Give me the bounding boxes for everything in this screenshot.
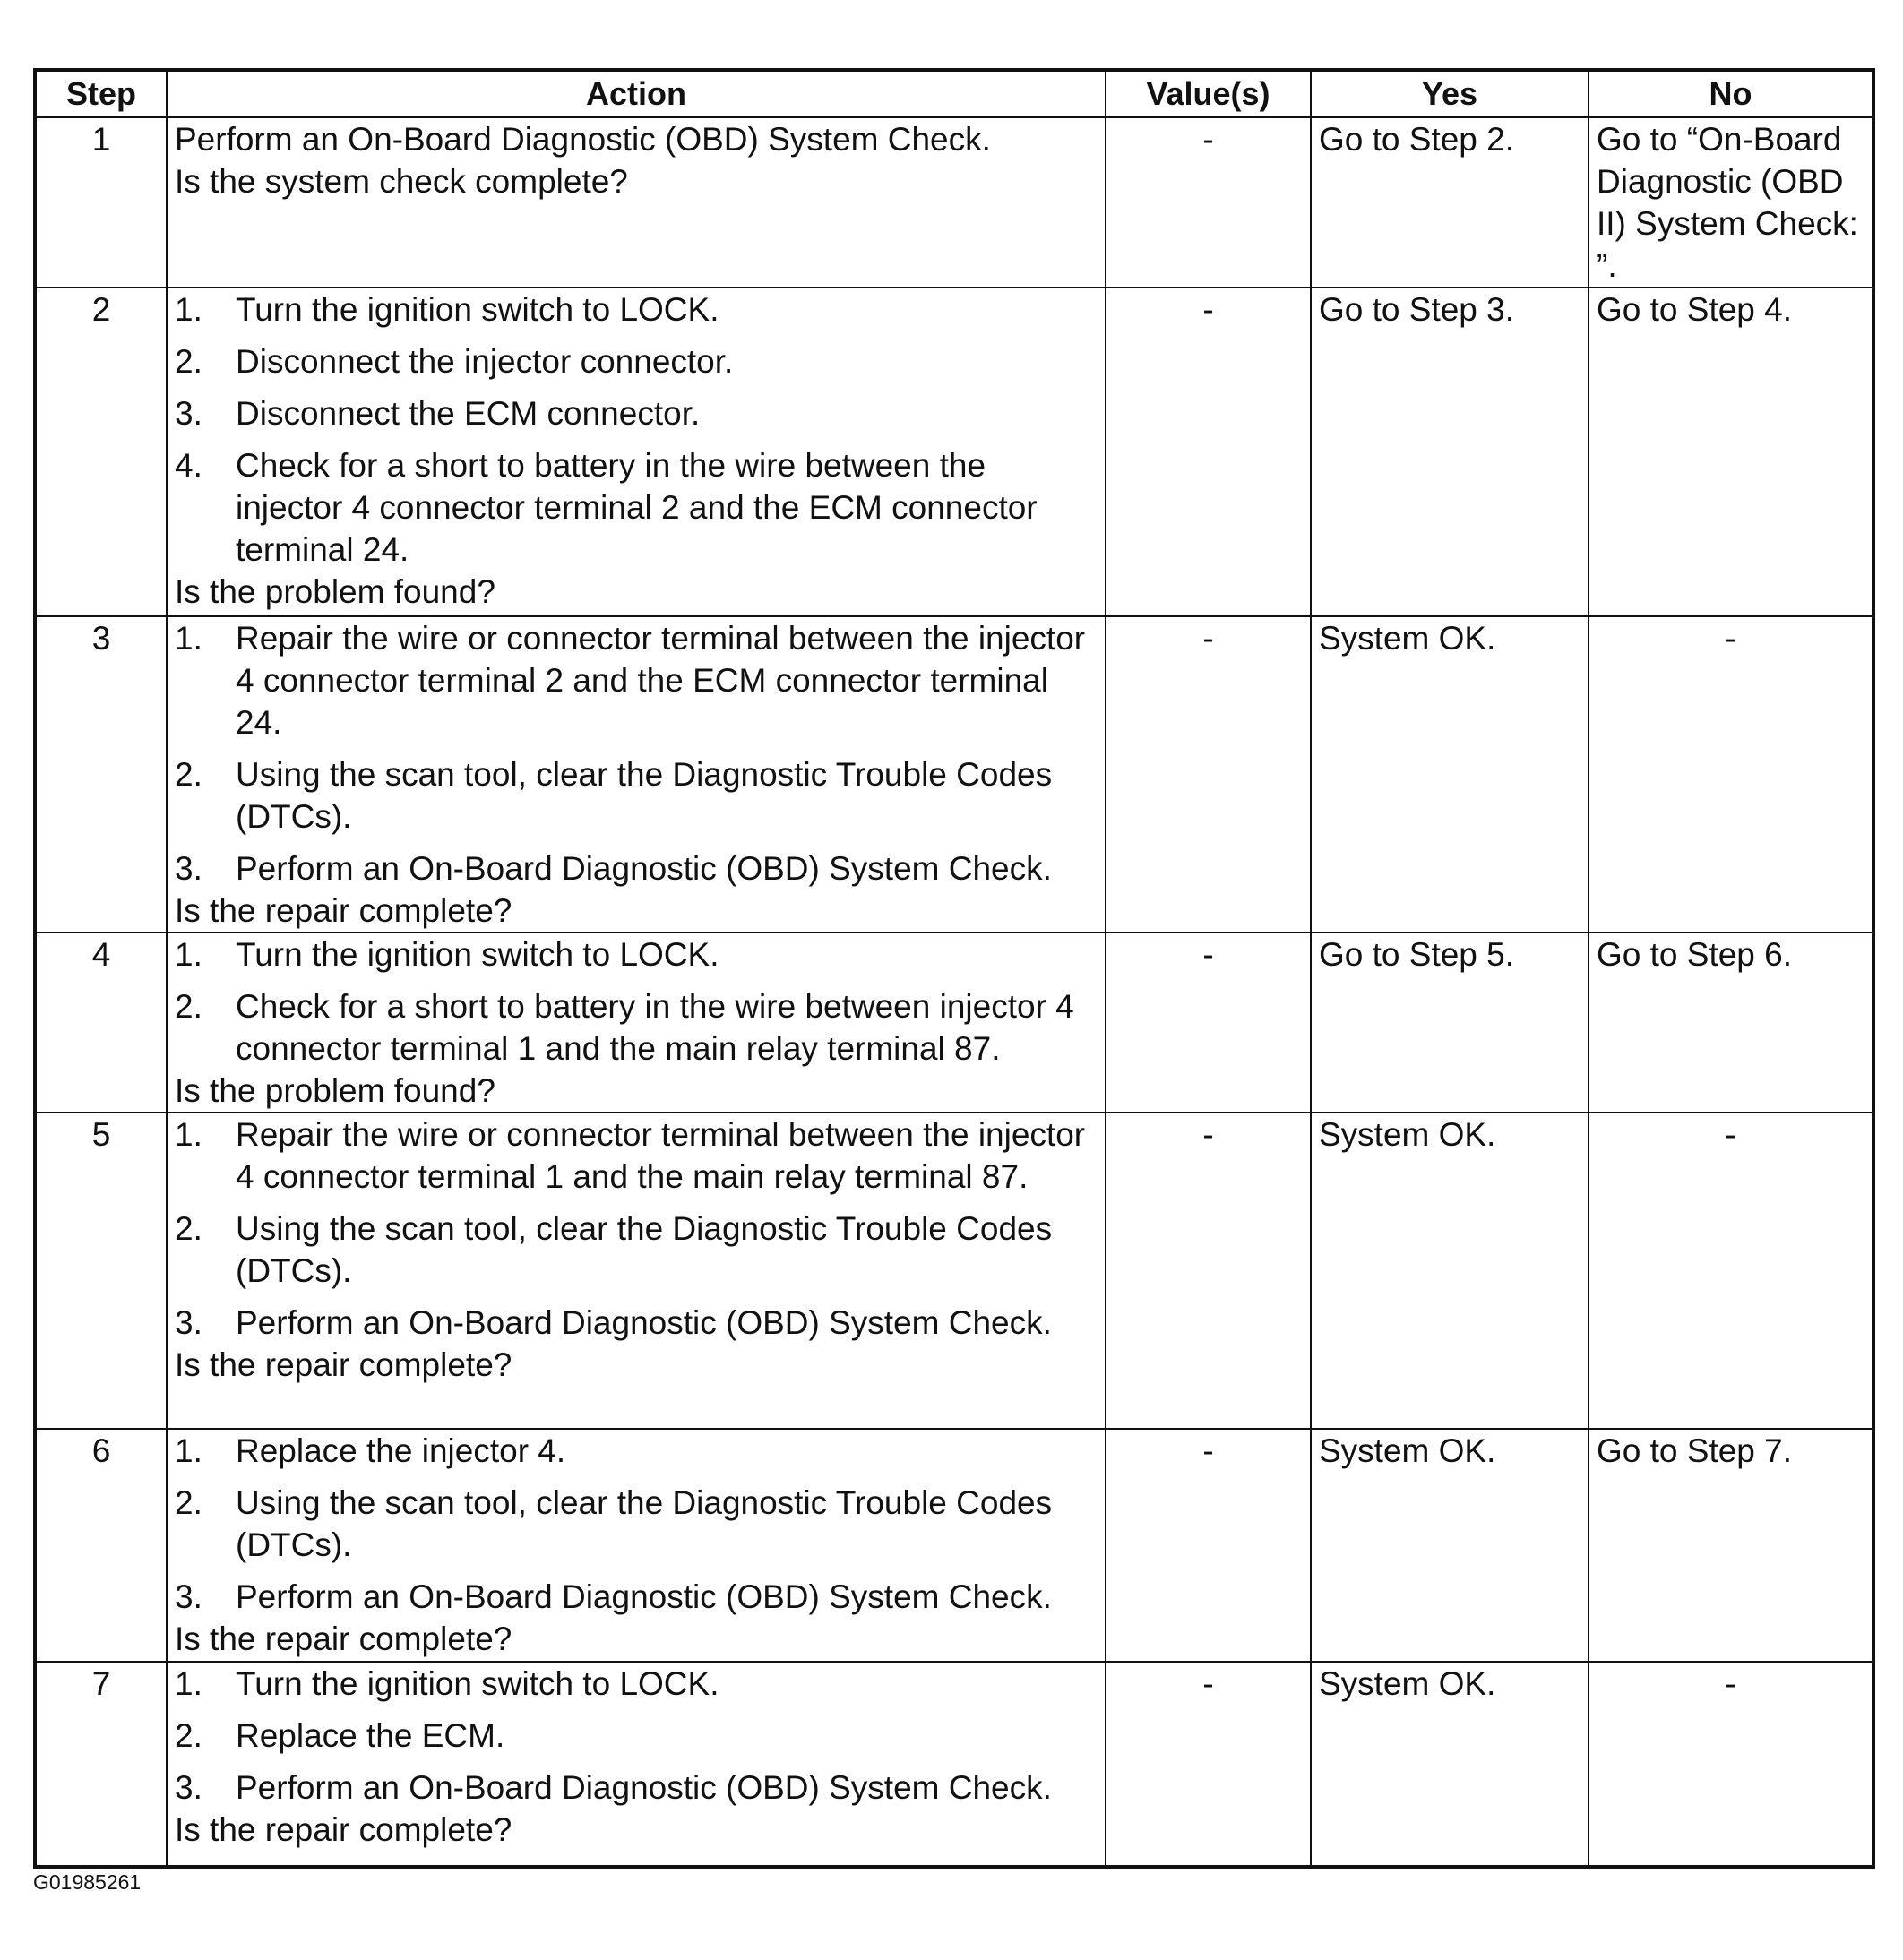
step-number: 4 — [35, 933, 167, 1113]
action-item-text: Perform an On-Board Diagnostic (OBD) System Check. — [236, 850, 1052, 887]
action-list-item — [175, 1715, 1098, 1757]
action-list-item — [175, 847, 1098, 890]
action-item-text: Replace the injector 4. — [236, 1432, 566, 1469]
action-item-number: 1. — [175, 1665, 202, 1702]
action-item-number: 1. — [175, 620, 202, 657]
action-item-text: Perform an On-Board Diagnostic (OBD) System Check. — [236, 1769, 1052, 1806]
yes-cell: Go to Step 5. — [1311, 933, 1589, 1113]
action-item-number: 1. — [175, 936, 202, 973]
step-number: 1 — [35, 117, 167, 288]
action-list-item — [175, 1430, 1098, 1472]
action-item-text: Using the scan tool, clear the Diagnostic Trouble Codes (DTCs). — [236, 756, 1053, 835]
action-list-item — [175, 288, 1098, 331]
action-item-text: Disconnect the injector connector. — [236, 343, 734, 380]
table-row — [35, 933, 1873, 1113]
table-row — [35, 117, 1873, 288]
action-list-item — [175, 1663, 1098, 1705]
action-item-number: 2. — [175, 1484, 202, 1521]
no-cell: Go to Step 6. — [1589, 933, 1873, 1113]
action-cell — [167, 288, 1106, 616]
action-cell — [167, 117, 1106, 288]
action-item-text: Repair the wire or connector terminal between the injector 4 connector terminal 2 and the ECM connector terminal 24. — [236, 620, 1086, 741]
table-row — [35, 616, 1873, 933]
table-row — [35, 1113, 1873, 1429]
action-question: Is the repair complete? — [175, 1620, 512, 1657]
header-action: Action — [167, 70, 1106, 117]
action-item-text: Turn the ignition switch to LOCK. — [236, 936, 719, 973]
action-cell — [167, 1429, 1106, 1662]
action-item-number: 3. — [175, 1769, 202, 1806]
action-item-number: 1. — [175, 1432, 202, 1469]
action-item-number: 2. — [175, 756, 202, 793]
table-row — [35, 1662, 1873, 1867]
value-cell: - — [1106, 117, 1311, 288]
action-question: Is the repair complete? — [175, 1811, 512, 1848]
no-cell: - — [1589, 1113, 1873, 1429]
table-row — [35, 1429, 1873, 1662]
yes-cell: System OK. — [1311, 1113, 1589, 1429]
step-number: 3 — [35, 616, 167, 933]
yes-cell: System OK. — [1311, 1662, 1589, 1867]
header-no: No — [1589, 70, 1873, 117]
action-list-item — [175, 1767, 1098, 1809]
action-item-text: Turn the ignition switch to LOCK. — [236, 1665, 719, 1702]
action-item-number: 1. — [175, 291, 202, 328]
action-list-item — [175, 392, 1098, 434]
value-cell: - — [1106, 616, 1311, 933]
action-list-item — [175, 933, 1098, 976]
step-number: 7 — [35, 1662, 167, 1867]
value-cell: - — [1106, 1113, 1311, 1429]
action-list-item — [175, 1208, 1098, 1292]
figure-id: G01985261 — [33, 1870, 142, 1894]
action-item-text: Check for a short to battery in the wire between the injector 4 connector terminal 2 and the ECM connector terminal 24. — [236, 447, 1038, 568]
action-item-number: 3. — [175, 850, 202, 887]
value-cell: - — [1106, 288, 1311, 616]
action-item-number: 2. — [175, 343, 202, 380]
action-item-text: Replace the ECM. — [236, 1717, 505, 1754]
action-item-text: Repair the wire or connector terminal between the injector 4 connector terminal 1 and the main relay terminal 87. — [236, 1116, 1086, 1195]
action-list-item — [175, 617, 1098, 744]
action-item-number: 1. — [175, 1116, 202, 1153]
value-cell: - — [1106, 1662, 1311, 1867]
action-item-number: 2. — [175, 1210, 202, 1247]
step-number: 5 — [35, 1113, 167, 1429]
action-item-text: Using the scan tool, clear the Diagnostic Trouble Codes (DTCs). — [236, 1484, 1053, 1563]
value-cell: - — [1106, 1429, 1311, 1662]
action-item-number: 3. — [175, 1304, 202, 1341]
action-list-item — [175, 1576, 1098, 1618]
no-cell: - — [1589, 1662, 1873, 1867]
action-cell — [167, 1113, 1106, 1429]
header-step: Step — [35, 70, 167, 117]
action-item-text: Perform an On-Board Diagnostic (OBD) System Check. — [236, 1304, 1052, 1341]
action-item-text: Perform an On-Board Diagnostic (OBD) System Check. — [236, 1578, 1052, 1615]
action-item-text: Using the scan tool, clear the Diagnostic Trouble Codes (DTCs). — [236, 1210, 1053, 1289]
yes-cell: System OK. — [1311, 616, 1589, 933]
header-values: Value(s) — [1106, 70, 1311, 117]
no-cell: Go to Step 7. — [1589, 1429, 1873, 1662]
action-question: Is the problem found? — [175, 1072, 495, 1109]
diagnostic-table — [33, 68, 1875, 1869]
step-number: 6 — [35, 1429, 167, 1662]
step-number: 2 — [35, 288, 167, 616]
no-cell: - — [1589, 616, 1873, 933]
action-item-number: 4. — [175, 447, 202, 484]
yes-cell: Go to Step 2. — [1311, 117, 1589, 288]
action-cell — [167, 1662, 1106, 1867]
yes-cell: Go to Step 3. — [1311, 288, 1589, 616]
table-body — [35, 117, 1873, 1867]
action-item-number: 2. — [175, 988, 202, 1025]
action-cell — [167, 616, 1106, 933]
action-list-item — [175, 985, 1098, 1070]
action-text: Perform an On-Board Diagnostic (OBD) System Check. — [175, 121, 991, 158]
header-yes: Yes — [1311, 70, 1589, 117]
action-question: Is the repair complete? — [175, 1346, 512, 1383]
action-question: Is the problem found? — [175, 573, 495, 610]
action-list-item — [175, 1113, 1098, 1198]
no-cell: Go to “On-Board Diagnostic (OBD II) System Check: ”. — [1589, 117, 1873, 288]
action-list-item — [175, 753, 1098, 838]
action-list-item — [175, 340, 1098, 383]
action-item-number: 3. — [175, 395, 202, 432]
action-cell — [167, 933, 1106, 1113]
action-list-item — [175, 444, 1098, 571]
no-cell: Go to Step 4. — [1589, 288, 1873, 616]
action-item-text: Turn the ignition switch to LOCK. — [236, 291, 719, 328]
table-row — [35, 288, 1873, 616]
action-item-text: Disconnect the ECM connector. — [236, 395, 701, 432]
action-list-item — [175, 1482, 1098, 1566]
action-item-text: Check for a short to battery in the wire between injector 4 connector terminal 1 and the main relay terminal 87. — [236, 988, 1074, 1067]
header-row — [35, 70, 1873, 117]
action-item-number: 3. — [175, 1578, 202, 1615]
action-list-item — [175, 1302, 1098, 1344]
action-question: Is the system check complete? — [175, 163, 628, 200]
value-cell: - — [1106, 933, 1311, 1113]
action-question: Is the repair complete? — [175, 892, 512, 929]
action-item-number: 2. — [175, 1717, 202, 1754]
yes-cell: System OK. — [1311, 1429, 1589, 1662]
